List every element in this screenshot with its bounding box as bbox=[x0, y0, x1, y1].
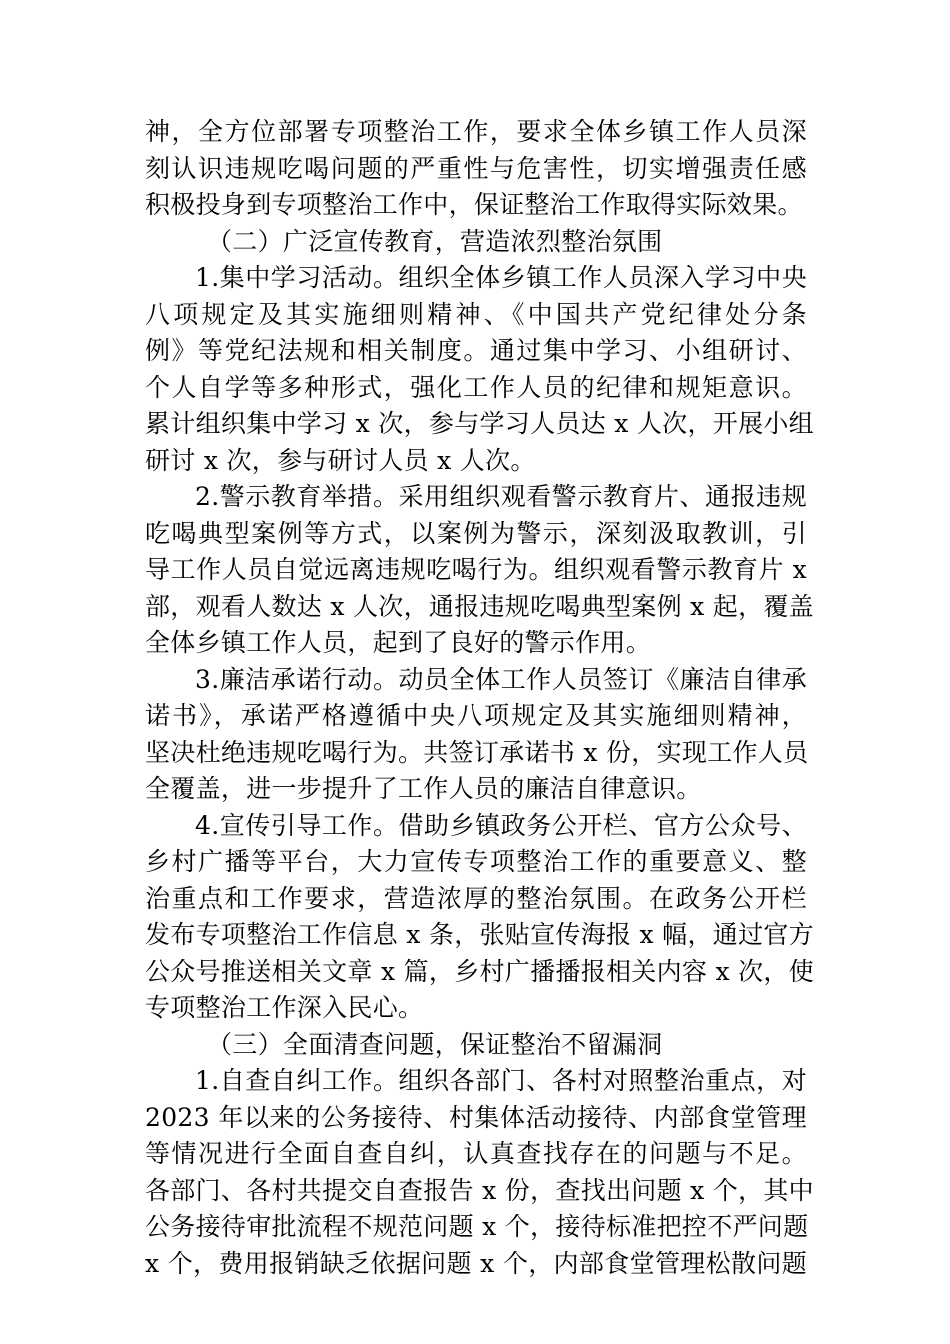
text-line: 神，全方位部署专项整治工作，要求全体乡镇工作人员深 bbox=[145, 117, 807, 146]
section-heading bbox=[145, 224, 807, 261]
text-line: 导工作人员自觉远离违规吃喝行为。组织观看警示教育片 x bbox=[145, 555, 807, 584]
text-line: 全体乡镇工作人员，起到了良好的警示作用。 bbox=[145, 628, 652, 657]
paragraph-self-inspection bbox=[145, 1063, 814, 1282]
paragraph-publicity bbox=[145, 808, 814, 1027]
text-line: 诺书》，承诺严格遵循中央八项规定及其实施细则精神， bbox=[145, 701, 807, 730]
text-line: 等情况进行全面自查自纠，认真查找存在的问题与不足。 bbox=[145, 1139, 807, 1168]
text-line: 研讨 x 次，参与研讨人员 x 人次。 bbox=[145, 445, 536, 475]
paragraph-integrity-pledge bbox=[145, 662, 807, 808]
text-line: 1.自查自纠工作。组织各部门、各村对照整治重点，对 bbox=[195, 1066, 807, 1095]
text-line: 积极投身到专项整治工作中，保证整治工作取得实际效果。 bbox=[145, 190, 803, 219]
paragraph-warning-education bbox=[145, 479, 814, 662]
heading-text: （二）广泛宣传教育，营造浓烈整治氛围 bbox=[207, 226, 663, 256]
text-line: 刻认识违规吃喝问题的严重性与危害性，切实增强责任感 bbox=[145, 153, 807, 183]
text-line: 公众号推送相关文章 x 篇，乡村广播播报相关内容 x 次，使 bbox=[145, 956, 814, 986]
heading-text: （三）全面清查问题，保证整治不留漏洞 bbox=[207, 1029, 663, 1059]
document-body bbox=[145, 114, 814, 1282]
section-heading bbox=[145, 1027, 807, 1064]
text-line: 各部门、各村共提交自查报告 x 份，查找出问题 x 个，其中 bbox=[145, 1175, 814, 1205]
text-line: 部，观看人数达 x 人次，通报违规吃喝典型案例 x 起，覆盖 bbox=[145, 591, 814, 621]
text-line: 吃喝典型案例等方式，以案例为警示，深刻汲取教训，引 bbox=[145, 518, 807, 548]
text-line: 治重点和工作要求，营造浓厚的整治氛围。在政务公开栏 bbox=[145, 883, 807, 913]
paragraph-study-activity bbox=[145, 260, 814, 479]
text-line: 例》等党纪法规和相关制度。通过集中学习、小组研讨、 bbox=[145, 336, 807, 365]
text-line: 坚决杜绝违规吃喝行为。共签订承诺书 x 份，实现工作人员 bbox=[145, 737, 809, 767]
text-line: 个人自学等多种形式，强化工作人员的纪律和规矩意识。 bbox=[145, 372, 807, 402]
text-line: 乡村广播等平台，大力宣传专项整治工作的重要意义、整 bbox=[145, 847, 807, 876]
text-line: 八项规定及其实施细则精神、《中国共产党纪律处分条 bbox=[145, 299, 807, 329]
text-line: 全覆盖，进一步提升了工作人员的廉洁自律意识。 bbox=[145, 774, 702, 803]
text-line: 专项整治工作深入民心。 bbox=[145, 993, 424, 1022]
text-line: x 个，费用报销缺乏依据问题 x 个，内部食堂管理松散问题 bbox=[145, 1248, 807, 1278]
paragraph-continuation bbox=[145, 114, 807, 224]
text-line: 累计组织集中学习 x 次，参与学习人员达 x 人次，开展小组 bbox=[145, 409, 814, 438]
text-line: 2023 年以来的公务接待、村集体活动接待、内部食堂管理 bbox=[145, 1102, 807, 1132]
text-line: 2.警示教育举措。采用组织观看警示教育片、通报违规 bbox=[195, 482, 807, 511]
text-line: 发布专项整治工作信息 x 条，张贴宣传海报 x 幅，通过官方 bbox=[145, 920, 814, 949]
text-line: 4.宣传引导工作。借助乡镇政务公开栏、官方公众号、 bbox=[195, 810, 807, 840]
text-line: 3.廉洁承诺行动。动员全体工作人员签订《廉洁自律承 bbox=[195, 664, 807, 694]
text-line: 1.集中学习活动。组织全体乡镇工作人员深入学习中央 bbox=[195, 263, 807, 292]
text-line: 公务接待审批流程不规范问题 x 个，接待标准把控不严问题 bbox=[145, 1212, 809, 1241]
